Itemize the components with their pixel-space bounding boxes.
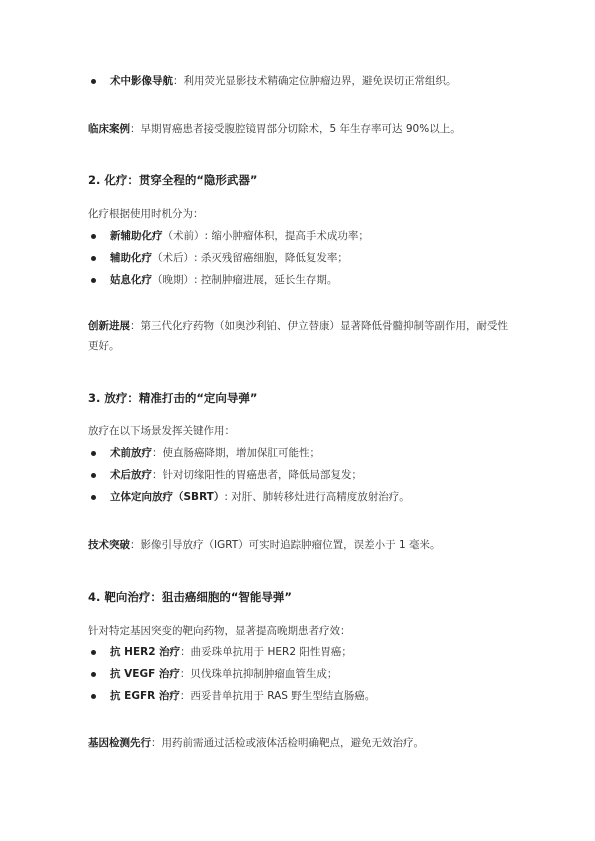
targeted-intro: 针对特定基因突变的靶向药物，显著提高晚期患者疗效： (88, 625, 351, 637)
bullet-dot (91, 451, 96, 456)
chemo-item-text: （晚期）: 控制肿瘤进展，延长生存期。 (152, 274, 338, 286)
radio-item-text: ：使直肠癌降期，增加保肛可能性； (152, 447, 320, 459)
chemo-item-label: 姑息化疗 (110, 274, 152, 286)
targeted-item-label: 抗 HER2 治疗 (110, 646, 181, 658)
bullet-dot (91, 234, 96, 239)
bullet-dot (91, 79, 96, 84)
chemo-item-label: 辅助化疗 (110, 252, 152, 264)
bullet-dot (91, 473, 96, 478)
targeted-item-text: ：贝伐珠单抗抑制肿瘤血管生成； (179, 668, 338, 680)
radio-intro: 放疗在以下场景发挥关键作用： (88, 425, 235, 437)
chemo-item-label: 新辅助化疗 (110, 230, 163, 242)
bullet-dot (91, 694, 96, 699)
radio-note-label: 技术突破 (88, 539, 130, 551)
bullet-dot (91, 256, 96, 261)
chemo-note-label: 创新进展 (88, 320, 130, 332)
targeted-heading: 4. 靶向治疗：狙击癌细胞的“智能导弹” (88, 590, 292, 604)
radio-note-text: ：影像引导放疗（IGRT）可实时追踪肿瘤位置，误差小于 1 毫米。 (130, 539, 441, 551)
radio-item-label: 术后放疗 (110, 469, 152, 481)
radio-note-paragraph (88, 538, 441, 553)
chemo-intro: 化疗根据使用时机分为： (88, 208, 204, 220)
radio-item-text: ：针对切缘阳性的胃癌患者，降低局部复发； (152, 469, 362, 481)
chemo-note-paragraph (88, 316, 513, 356)
radio-item-label: 立体定向放疗（SBRT） (110, 491, 225, 503)
bullet-dot (91, 278, 96, 283)
chemo-note-text: ：第三代化疗药物（如奥沙利铂、伊立替康）显著降低骨髓抑制等副作用，耐受性更好。 (88, 320, 508, 352)
chemo-item-text: （术前）: 缩小肿瘤体积，提高手术成功率； (162, 230, 369, 242)
clinical-case-text: ：早期胃癌患者接受腹腔镜胃部分切除术，5 年生存率可达 90%以上。 (130, 123, 461, 135)
chemo-heading: 2. 化疗：贯穿全程的“隐形武器” (88, 173, 258, 187)
radio-item-text: : 对肝、肺转移灶进行高精度放射治疗。 (224, 491, 410, 503)
bullet-dot (91, 672, 96, 677)
targeted-note-text: ：用药前需通过活检或液体活检明确靶点，避免无效治疗。 (151, 737, 424, 749)
targeted-note-label: 基因检测先行 (88, 737, 151, 749)
radio-heading: 3. 放疗：精准打击的“定向导弹” (88, 391, 258, 405)
targeted-item-text: ：曲妥珠单抗用于 HER2 阳性胃癌； (180, 646, 352, 658)
bullet-text: ：利用荧光显影技术精确定位肿瘤边界，避免误切正常组织。 (173, 75, 457, 87)
radio-item-label: 术前放疗 (110, 447, 152, 459)
bullet-label: 术中影像导航 (110, 75, 173, 87)
bullet-dot (91, 650, 96, 655)
targeted-item-text: ：西妥昔单抗用于 RAS 野生型结直肠癌。 (179, 690, 376, 702)
clinical-case-label: 临床案例 (88, 123, 130, 135)
clinical-case-paragraph (88, 122, 461, 137)
chemo-item-text: （术后）: 杀灭残留癌细胞，降低复发率； (152, 252, 348, 264)
targeted-item-label: 抗 VEGF 治疗 (110, 668, 180, 680)
targeted-item-label: 抗 EGFR 治疗 (110, 690, 180, 702)
targeted-note-paragraph (88, 736, 424, 751)
bullet-dot (91, 495, 96, 500)
